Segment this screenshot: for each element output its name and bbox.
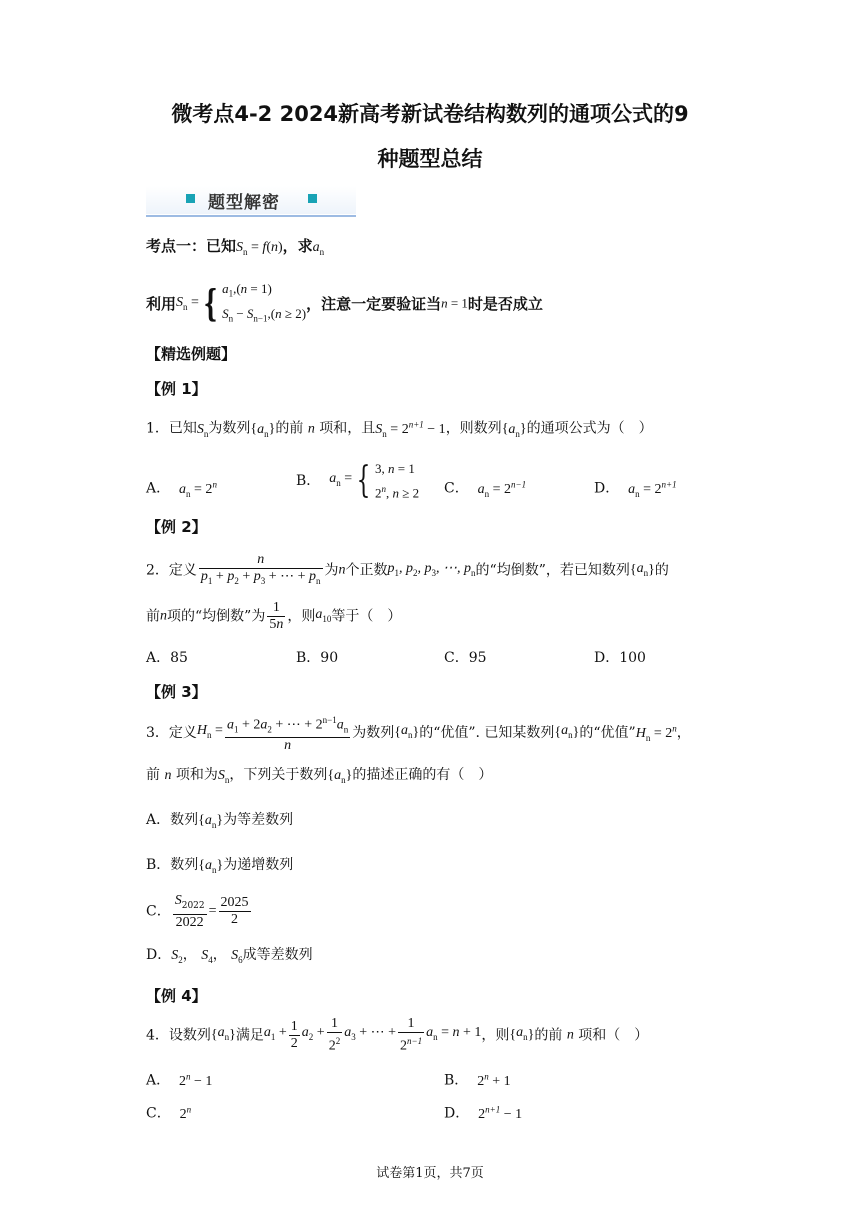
question-4: 4．设数列$\{a_n\}$满足$a_1$ + $\frac{1}{2}$ $a_2$ + $\frac{1}{2^2}$ $a_3$ + ⋯ + $\frac{1}{2^{n-1}}$ $a_n = n + 1$，则$\{a_n\}$的前 n 项和（ ） (146, 1016, 649, 1054)
q2-option-c: C．95 (444, 650, 487, 666)
banner-label: 题型解密 (208, 193, 280, 213)
square-icon (186, 194, 195, 203)
q2-option-b: B．90 (296, 650, 339, 666)
q1-option-b: B． $a_n$ = { 3, n = 1 2$^n$, n ≥ 2 (296, 460, 420, 502)
key-point-formula: 利用$S_n$ = { $a_1,(n = 1)$ $S_n - S_{n-1},(n \ge 2)$ ，注意一定要验证当n = 1时是否成立 (146, 281, 543, 325)
section-banner (146, 186, 356, 218)
q3-option-b: B．数列$\{a_n\}$为递增数列 (146, 857, 294, 875)
example-1-heading: 【例 1】 (146, 380, 207, 398)
q3-option-a: A．数列$\{a_n\}$为等差数列 (146, 812, 294, 830)
q4-option-b: B． $2^n + 1$ (444, 1071, 511, 1089)
q4-option-c: C． 2$^n$ (146, 1104, 192, 1122)
example-3-heading: 【例 3】 (146, 683, 207, 701)
title-line-1: 微考点4-2 2024新高考新试卷结构数列的通项公式的9 (171, 102, 689, 126)
q4-option-d: D． $2^{n+1} - 1$ (444, 1104, 523, 1122)
q1-option-a: A． $a_n = 2^n$ (146, 479, 217, 499)
question-3: 3．定义$H_n$ = $\frac{a_1 + 2a_2 + \cdots + 2^{n-1}a_n}{n}$ 为数列$\{a_n\}$的“优值”. 已知某数列$\{a_n\}$的“优值$”H_n = 2^n$， (146, 712, 691, 754)
example-2-heading: 【例 2】 (146, 518, 207, 536)
question-1: 1．已知$S_n$为数列$\{a_n\}$的前 n 项和，且$S_n = 2^{n+1} - 1$，则数列$\{a_n\}$的通项公式为（ ） (146, 419, 653, 439)
selected-heading: 【精选例题】 (146, 345, 237, 363)
square-icon (308, 194, 317, 203)
question-2: 2．定义 $\frac{n}{p_1 + p_2 + p_3 + \cdots + p_n}$ 为n个正数$p_1$, $p_2$, $p_3$, ⋯, $p_n$的“均倒数”，若已知数列$\{a_n\}$的 (146, 552, 669, 586)
question-3-line-2: 前 n 项和为$S_n$，下列关于数列$\{a_n\}$的描述正确的有（ ） (146, 767, 493, 785)
q4-option-a: A． $2^n - 1$ (146, 1071, 213, 1089)
example-4-heading: 【例 4】 (146, 987, 207, 1005)
q1-option-d: D． $a_n = 2^{n+1}$ (594, 479, 677, 499)
q3-option-d: D．$S_2$， $S_4$， $S_6$成等差数列 (146, 947, 313, 965)
key-point-1: 考点一：已知$S_n = f(n)$，求$a_n$ (146, 237, 325, 257)
q2-option-d: D．100 (594, 650, 646, 666)
q3-option-c: C． $\frac{S_{2022}}{2022}$ = $\frac{2025}{2}$ (146, 893, 249, 930)
q2-option-a: A．85 (146, 650, 188, 666)
title-line-2: 种题型总结 (377, 147, 483, 171)
q1-option-c: C． $a_n = 2^{n-1}$ (444, 479, 527, 499)
question-2-line-2: 前n项的“均倒数”为 $\frac{1}{5n}$ ，则$a_{10}$等于（ ） (146, 600, 402, 632)
page-footer: 试卷第1页，共7页 (376, 1166, 484, 1181)
